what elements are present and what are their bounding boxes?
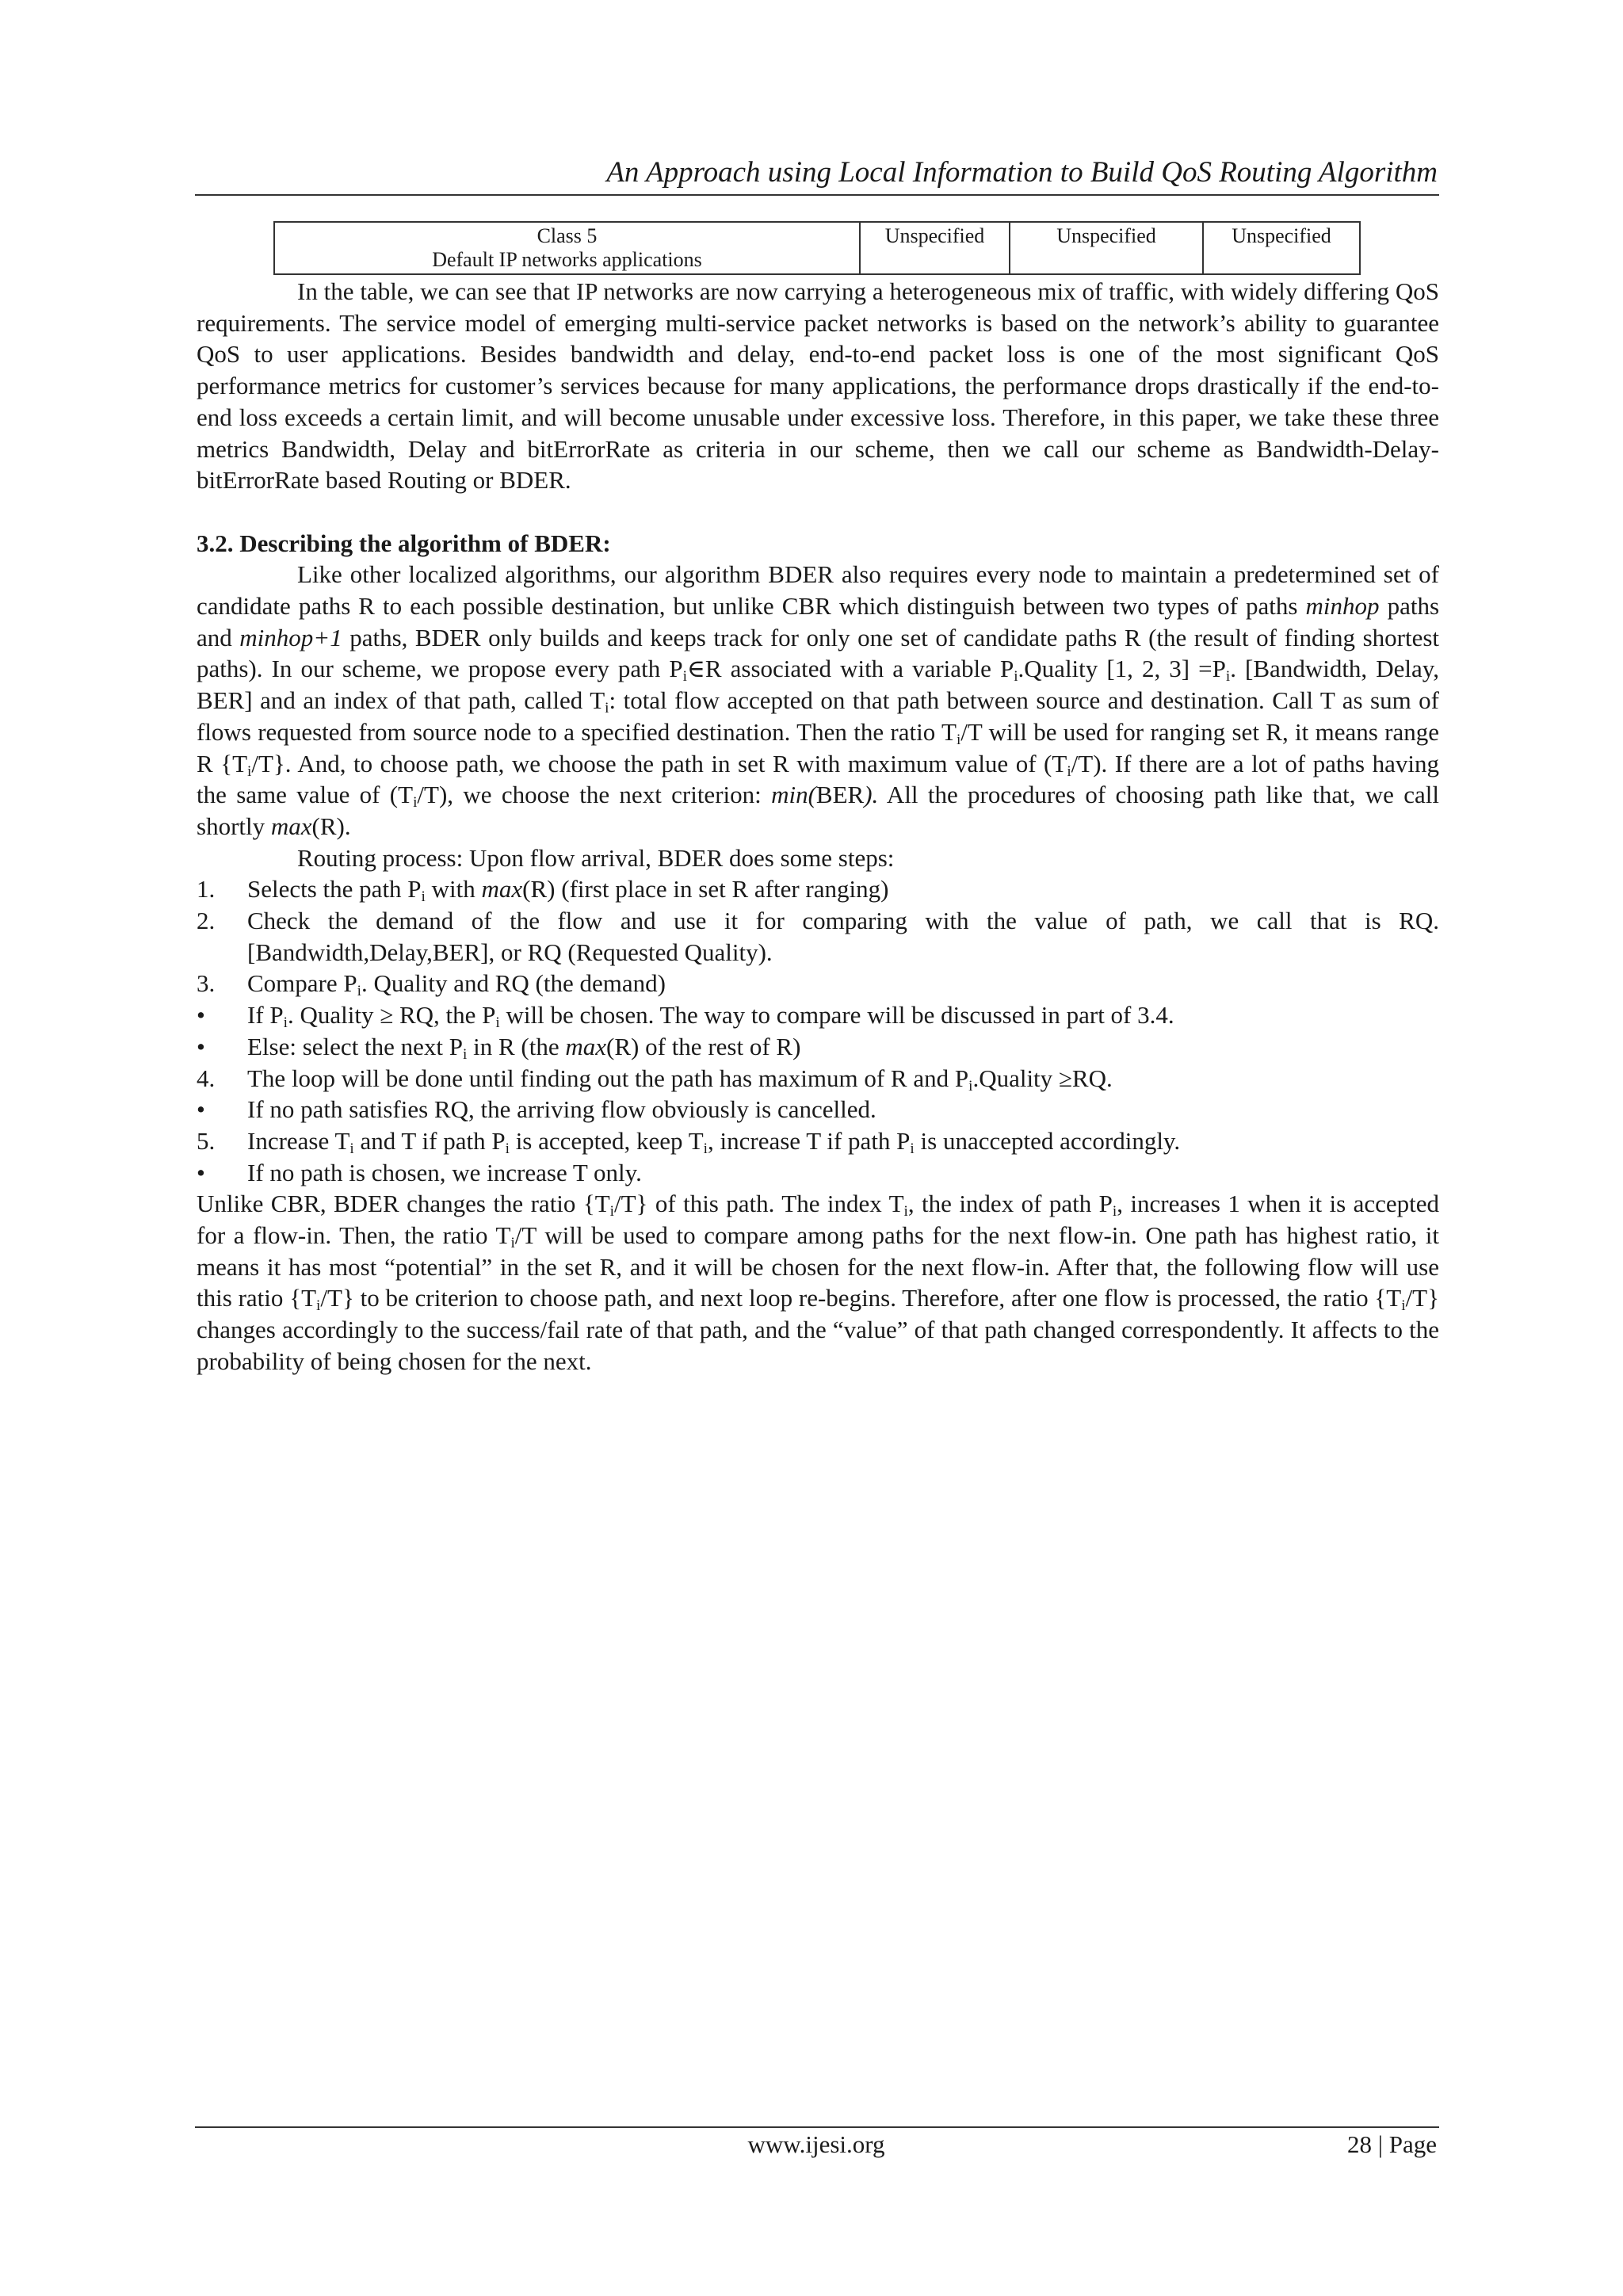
list-item: 1. Selects the path $P_i$ with max(R) (first place in set R after ranging) <box>197 875 889 906</box>
list-item: • If no path is chosen, we increase T only. <box>197 1158 642 1186</box>
qos-class-table <box>273 221 1361 275</box>
table-cell: Unspecified <box>860 222 1010 274</box>
list-item: • If $P_i$. Quality ≥ RQ, the $P_i$ will be chosen. The way to compare will be discussed in part of 3.4. <box>197 1001 1174 1031</box>
table-cell: Unspecified <box>1203 222 1360 274</box>
list-item: 3. Compare $P_i$. Quality and RQ (the demand) <box>197 969 666 1000</box>
paragraph-algorithm-description: Like other localized algorithms, our algorithm BDER also requires every node to maintain a predetermined set of candidate paths R to each possible destination, but unlike CBR which distinguish between two types of paths minhop paths and minhop+1 paths, BDER only builds and keeps track for only one set of candidate paths R (the result of finding shortest paths). In our scheme, we propose every path $P_i\in R$ associated with a variable $P_i.Quality$ [1, 2, $3] =P_i$. [Bandwidth, Delay, BER] and an index of that path, called $T_i$: total flow accepted on that path between source and destination. Call T as sum of flows requested from source node to a specified destination. Then the ratio $T_i/T$ will be used for ranging set R, it means range R $\{T_i/T\}$. And, to choose path, we choose the path in set R with maximum value of $(T_i/T)$. If there are a lot of paths having the same value of $(T_i/T)$, we choose the next criterion: min(BER). All the procedures of choosing path like that, we call shortly max(R). <box>197 560 1440 840</box>
list-item: • If no path satisfies RQ, the arriving flow obviously is cancelled. <box>197 1095 876 1124</box>
paragraph-table-discussion: In the table, we can see that IP networks are now carrying a heterogeneous mix of traffic, with widely differing QoS requirements. The service model of emerging multi-service packet networks is based on the network’s ability to guarantee QoS to user applications. Besides bandwidth and delay, end-to-end packet loss is one of the most significant QoS performance metrics for customer’s services because for many applications, the performance drops drastically if the end-to-end loss exceeds a certain limit, and will become unusable under excessive loss. Therefore, in this paper, we take these three metrics Bandwidth, Delay and bitErrorRate as criteria in our scheme, then we call our scheme as Bandwidth-Delay-bitErrorRate based Routing or BDER. <box>197 277 1439 495</box>
table-cell-class <box>274 222 860 274</box>
list-item: 4. The loop will be done until finding out the path has maximum of R and $P_i.Quality \ge RQ$. <box>197 1064 1113 1095</box>
list-item: • Else: select the next $P_i$ in R (the max(R) of the rest of R) <box>197 1032 801 1063</box>
list-item: 5. Increase $T_i$ and T if path $P_i$ is accepted, keep $T_i$, increase T if path $P_i$ is unaccepted accordingly. <box>197 1126 1181 1157</box>
header-divider <box>195 194 1439 196</box>
class-label: Class 5 <box>537 224 598 247</box>
footer-website: www.ijesi.org <box>747 2130 885 2158</box>
routing-steps-list <box>197 873 1439 1188</box>
body-text <box>197 276 1439 1377</box>
section-heading: 3.2. Describing the algorithm of BDER: <box>197 529 611 557</box>
class-description: Default IP networks applications <box>432 248 702 271</box>
list-item: 2. Check the demand of the flow and use it for comparing with the value of path, we call that is RQ.[Bandwidth,Delay,BER], or RQ (Requested Quality). <box>197 907 1439 966</box>
paragraph-routing-intro: Routing process: Upon flow arrival, BDER does some steps: <box>297 843 895 872</box>
footer-divider <box>195 2126 1439 2128</box>
table-cell: Unspecified <box>1010 222 1203 274</box>
running-header-title: An Approach using Local Information to Build QoS Routing Algorithm <box>606 156 1438 189</box>
paragraph-ratio-explanation: Unlike CBR, BDER changes the ratio $\{T_i/T\}$ of this path. The index $T_i$, the index of path $P_i$, increases 1 when it is accepted for a flow-in. Then, the ratio $T_i/T$ will be used to compare among paths for the next flow-in. One path has highest ratio, it means it has most “potential” in the set R, and it will be chosen for the next flow-in. After that, the following flow will use this ratio $\{T_i/T\}$ to be criterion to choose path, and next loop re-begins. Therefore, after one flow is processed, the ratio $\{T_i/T\}$ changes accordingly to the success/fail rate of that path, and the “value” of that path changed correspondently. It affects to the probability of being chosen for the next. <box>197 1190 1440 1375</box>
table-row <box>274 222 1360 274</box>
footer-page-number: 28 | Page <box>1347 2130 1437 2158</box>
